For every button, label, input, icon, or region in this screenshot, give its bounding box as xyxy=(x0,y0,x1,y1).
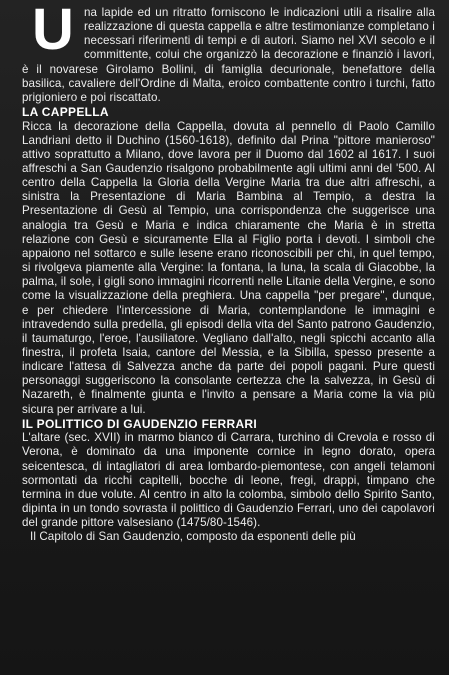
cappella-paragraph: Ricca la decorazione della Cappella, dovuta al pennello di Paolo Camillo Landriani detto il Duchino (1560-1618), definito dal Prina "pittore manieroso" attivo soprattutto a Milano, dove lavora per il Duomo dal 1602 al 1617. I suoi affreschi a San Gaudenzio risalgono probabilmente agli ultimi anni del '500. Al centro della Cappella la Gloria della Vergine Maria tra due altri affreschi, a sinistra la Presentazione di Maria Bambina al Tempio, a destra la Presentazione di Gesù al Tempio, una corrispondenza che suggerisce una analogia tra Gesù e Maria e indica chiaramente che Maria è in stretta relazione con Gesù e sicuramente Ella al Figlio porta i devoti. I simboli che appaiono nel sottarco e sulle lesene erano riconoscibili per chi, in quel tempo, si rivolgeva piamente alla Vergine: la fontana, la luna, la scala di Giacobbe, la palma, il sole, i gigli sono immagini ricorrenti nelle Litanie della Vergine, e sono come la visualizzazione della preghiera. Una cappella "per pregare", dunque, e per chiedere l'intercessione di Maria, contemplandone le immagini e intravedendo sulla predella, gli episodi della vita del Santo patrono Gaudenzio, il taumaturgo, l'eroe, l'ausiliatore. Vegliano dall'alto, negli spicchi accanto alla finestra, il profeta Isaia, cantore del Messia, e la Sibilla, spesso presente a indicare l'attesa di Salvezza anche da parte dei popoli pagani. Pure questi personaggi suggeriscono la consolante certezza che la salvezza, in Gesù di Nazareth, è finalmente giunta e l'invito a pensare a Maria come la via più sicura per arrivare a lui. xyxy=(22,119,435,416)
drop-cap-letter: U xyxy=(32,0,74,62)
heading-la-cappella: LA CAPPELLA xyxy=(22,105,109,120)
intro-paragraph-block xyxy=(22,0,435,105)
intro-paragraph: na lapide ed un ritratto forniscono le indicazioni utili a risalire alla realizzazione di questa cappella e altre testimonianze completano i necessari riferimenti di tempi e di autori. Siamo nel XVI secolo e il committente, colui che organizzò la decorazione e finanziò i lavori, è il novarese Girolamo Bollini, di famiglia decurionale, benefattore della basilica, cavaliere dell'Ordine di Malta, eroico combattente contro i turchi, fatto prigioniero e poi riscattato. xyxy=(22,6,435,104)
capitolo-paragraph: Il Capitolo di San Gaudenzio, composto da esponenti delle più xyxy=(30,530,356,544)
polittico-paragraph: L'altare (sec. XVII) in marmo bianco di Carrara, turchino di Crevola e rosso di Verona, è dominato da una imponente cornice in legno dorato, opera seicentesca, di intagliatori di area lombardo-piemontese, con angeli telamoni sormontati da ricchi capitelli, bocche di leone, fregi, drappi, timpano che termina in due volute. Al centro in alto la colomba, simbolo dello Spirito Santo, dipinta in un tondo sovrasta il polittico di Gaudenzio Ferrari, uno dei capolavori del grande pittore valsesiano (1475/80-1546). xyxy=(22,431,435,530)
heading-polittico: IL POLITTICO DI GAUDENZIO FERRARI xyxy=(22,416,258,431)
